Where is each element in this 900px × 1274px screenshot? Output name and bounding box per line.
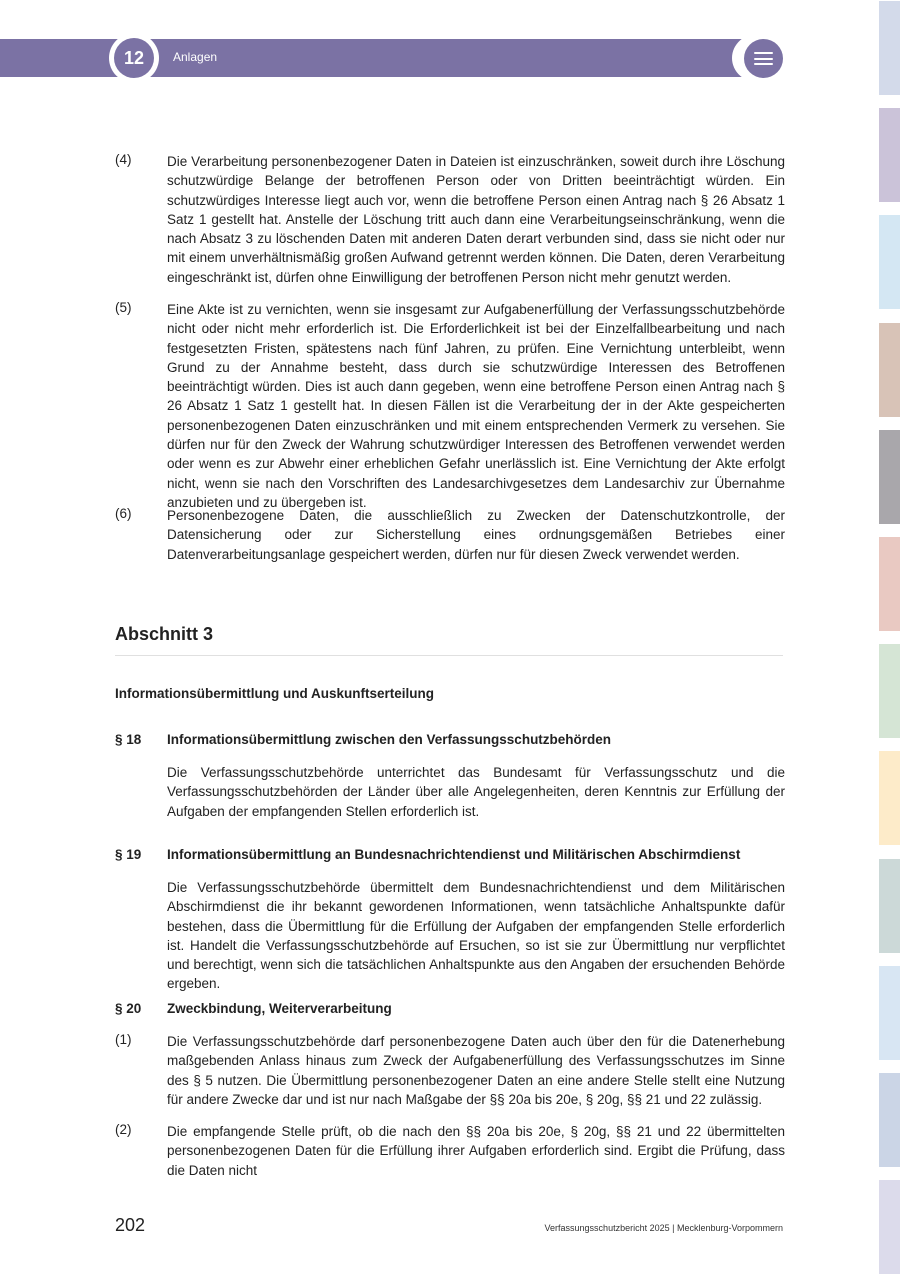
paragraph-number: (2): [115, 1122, 132, 1137]
paragraph-number: (4): [115, 152, 132, 167]
section-number: § 19: [115, 847, 142, 862]
publication-footer: Verfassungsschutzbericht 2025 | Mecklenburg-Vorpommern: [544, 1223, 783, 1233]
chapter-tab-6[interactable]: [879, 537, 900, 631]
paragraph-number: (5): [115, 300, 132, 315]
chapter-title: Anlagen: [173, 50, 218, 64]
chapter-tab-8[interactable]: [879, 751, 900, 845]
menu-button[interactable]: [744, 39, 783, 78]
paragraph-text: Personenbezogene Daten, die ausschließlich zu Zwecken der Datenschutzkontrolle, der Datensicherung oder zur Sicherstellung eines ordnungsgemäßen Betriebes einer Datenverarbeitungsanlage gespeichert werden, dürfen nur für diesen Zweck verwendet werden.: [167, 508, 785, 562]
hamburger-icon-line: [754, 63, 773, 65]
section-20-paragraph-2: [115, 1122, 785, 1180]
chapter-number: 12: [114, 38, 154, 78]
chapter-tab-9[interactable]: [879, 859, 900, 953]
paragraph-5: [115, 300, 785, 512]
chapter-tab-12[interactable]: [879, 1180, 900, 1274]
section-heading-title: Zweckbindung, Weiterverarbeitung: [167, 1001, 392, 1016]
paragraph-text: Die Verarbeitung personenbezogener Daten in Dateien ist einzuschränken, soweit durch ihre Löschung schutzwürdige Belange der betroffenen Person oder von Dritten beeinträchtigt würden. Ein schutzwürdiges Interesse liegt auch vor, wenn die betroffene Person einen Antrag nach § 26 Absatz 1 Satz 1 gestellt hat. Anstelle der Löschung tritt auch dann eine Verarbeitungseinschränkung, wenn die nach Absatz 3 zu löschenden Daten mit anderen Daten derart verbunden sind, dass sie nicht oder nur mit einem unverhältnismäßig großen Aufwand getrennt werden können. Die Daten, deren Verarbeitung eingeschränkt ist, dürfen ohne Einwilligung der betroffenen Person nicht mehr genutzt werden.: [167, 154, 785, 285]
chapter-tab-3[interactable]: [879, 215, 900, 309]
paragraph-text: Die Verfassungsschutzbehörde übermittelt dem Bundesnachrichtendienst und dem Militärischen Abschirmdienst die ihr bekannt gewordenen Informationen, wenn tatsächliche Anhaltspunkte dafür bestehen, dass die Übermittlung für die Erfüllung der Aufgaben der empfangenden Stelle erforderlich ist. Handelt die Verfassungsschutzbehörde auf Ersuchen, so ist sie zur Übermittlung nur verpflichtet und berechtigt, wenn sich die tatsächlichen Anhaltspunkte aus den Angaben der ersuchenden Behörde ergeben.: [167, 880, 785, 992]
section-title: Abschnitt 3: [115, 624, 214, 644]
section-heading-title: Informationsübermittlung zwischen den Verfassungsschutzbehörden: [167, 732, 612, 747]
section-19-body: [115, 878, 785, 994]
paragraph-text: Eine Akte ist zu vernichten, wenn sie insgesamt zur Aufgabenerfüllung der Verfassungsschutzbehörde nicht oder nicht mehr erforderlich ist. Die Erforderlichkeit ist bei der Einzelfallbearbeitung und nach festgesetzten Fristen, spätestens nach fünf Jahren, zu prüfen. Eine Vernichtung unterbleibt, wenn Grund zu der Annahme besteht, dass durch sie schutzwürdige Interessen des Betroffenen beeinträchtigt würden. Dies ist auch dann gegeben, wenn eine betroffene Person einen Antrag nach § 26 Absatz 1 Satz 1 gestellt hat. In diesen Fällen ist die Verarbeitung der in der Akte gespeicherten personenbezogenen Daten einzuschränken und mit einem entsprechenden Vermerk zu versehen. Sie dürfen nur für den Zweck der Wahrung schutzwürdiger Interessen des Betroffenen verwendet werden oder wenn es zur Abwehr einer erheblichen Gefahr unerlässlich ist. Eine Vernichtung der Akte erfolgt nicht, wenn sie nach den Vorschriften des Landesarchivgesetzes dem Landesarchiv zur Übernahme anzubieten und zu übergeben ist.: [167, 302, 785, 510]
hamburger-icon-line: [754, 52, 773, 54]
chapter-tab-2[interactable]: [879, 108, 900, 202]
paragraph-number: (6): [115, 506, 132, 521]
paragraph-number: (1): [115, 1032, 132, 1047]
chapter-side-tabs: [879, 0, 900, 1272]
section-18-body: [115, 763, 785, 821]
paragraph-text: Die Verfassungsschutzbehörde darf personenbezogene Daten auch über den für die Datenerhebung maßgebenden Anlass hinaus zum Zweck der Aufgabenerfüllung des Verfassungsschutzes im Sinne des § 5 nutzen. Die Übermittlung personenbezogener Daten an eine andere Stelle stellt eine Nutzung für andere Zwecke dar und ist nur nach Maßgabe der §§ 20a bis 20e, § 20g, §§ 21 und 22 zulässig.: [167, 1034, 785, 1107]
chapter-tab-10[interactable]: [879, 966, 900, 1060]
section-number: § 20: [115, 1001, 142, 1016]
chapter-tab-11[interactable]: [879, 1073, 900, 1167]
section-subtitle: Informationsübermittlung und Auskunftserteilung: [115, 686, 434, 701]
chapter-tab-5[interactable]: [879, 430, 900, 524]
section-number: § 18: [115, 732, 142, 747]
section-divider: [115, 655, 783, 656]
hamburger-icon-line: [754, 58, 773, 60]
paragraph-6: [115, 506, 785, 564]
chapter-tab-1[interactable]: [879, 1, 900, 95]
paragraph-4: [115, 152, 785, 287]
paragraph-text: Die empfangende Stelle prüft, ob die nach den §§ 20a bis 20e, § 20g, §§ 21 und 22 übermittelten personenbezogenen Daten für die Erfüllung ihrer Aufgaben erforderlich sind. Ergibt die Prüfung, dass die Daten nicht: [167, 1124, 785, 1178]
page-number: 202: [115, 1215, 146, 1235]
paragraph-text: Die Verfassungsschutzbehörde unterrichtet das Bundesamt für Verfassungsschutz und die Verfassungsschutzbehörden der Länder über alle Angelegenheiten, deren Kenntnis zur Erfüllung der Aufgaben der empfangenden Stellen erforderlich ist.: [167, 765, 785, 819]
section-20-paragraph-1: [115, 1032, 785, 1109]
chapter-tab-4[interactable]: [879, 323, 900, 417]
section-heading-title: Informationsübermittlung an Bundesnachrichtendienst und Militärischen Abschirmdienst: [167, 847, 741, 862]
chapter-tab-7[interactable]: [879, 644, 900, 738]
